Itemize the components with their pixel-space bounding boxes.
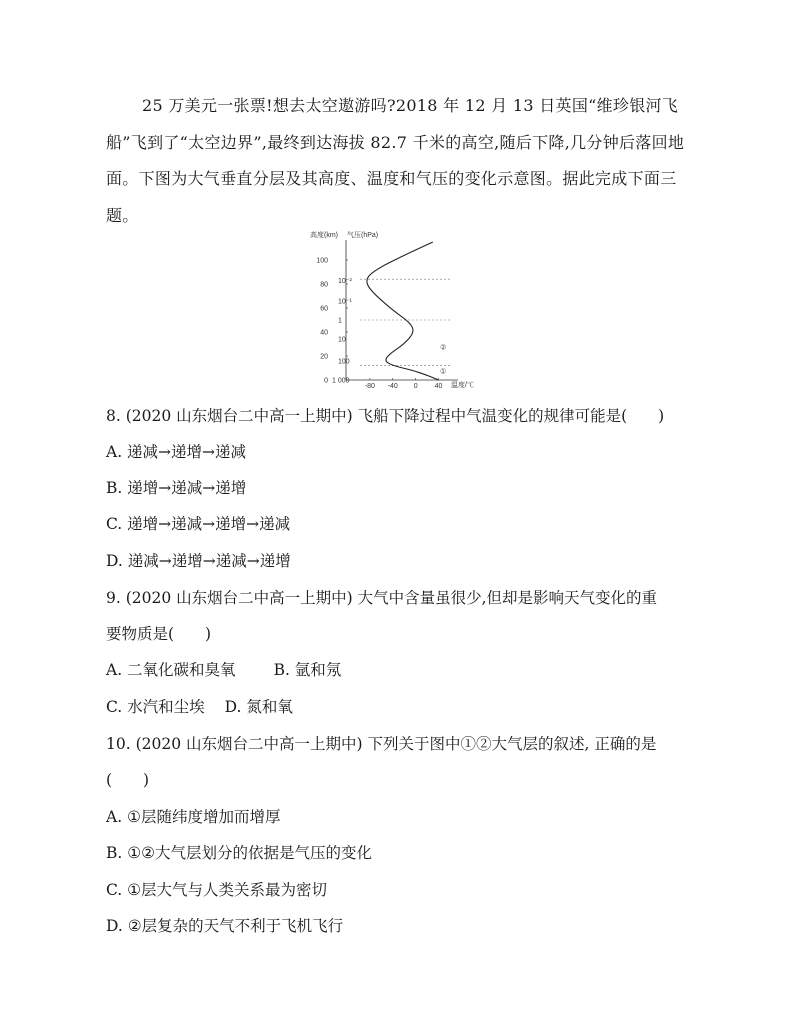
temperature-tick-label: 0: [413, 383, 418, 390]
question-10-stem-line2: ( ): [106, 771, 150, 789]
question-8-stem: 8. (2020 山东烟台二中高一上期中) 飞船下降过程中气温变化的规律可能是( ): [106, 407, 665, 425]
question-8-option-a: A. 递减→递增→递减: [106, 443, 247, 461]
atmosphere-chart: [300, 228, 490, 396]
question-10-option-c: C. ①层大气与人类关系最为密切: [106, 881, 328, 899]
atmosphere-figure: [300, 228, 490, 396]
intro-paragraph: 25 万美元一张票!想去太空遨游吗?2018 年 12 月 13 日英国“维珍银河飞船”飞到了“太空边界”,最终到达海拔 82.7 千米的高空,随后下降,几分钟后落回地面。下图为大气垂直分层及其高度、温度和气压的变化示意图。据此完成下面三题。: [106, 96, 685, 225]
temperature-tick-label: -80: [364, 383, 375, 390]
question-9-stem-line1: 9. (2020 山东烟台二中高一上期中) 大气中含量虽很少,但却是影响天气变化的重: [106, 589, 658, 607]
temperature-axis-title: 温度/℃: [451, 382, 474, 389]
question-9-stem-line2: 要物质是( ): [106, 625, 212, 643]
question-9-option-a: A. 二氧化碳和臭氧: [106, 661, 236, 679]
layer-label-troposphere: ①: [440, 368, 447, 376]
height-tick-label: 60: [320, 305, 328, 313]
question-9-option-b: B. 氩和氖: [273, 661, 342, 679]
question-8-option-c: C. 递增→递减→递增→递减: [106, 515, 291, 533]
height-axis-title: 高度(km): [310, 232, 338, 239]
question-10-option-a: A. ①层随纬度增加而增厚: [106, 808, 281, 826]
question-9-options-row1: [106, 660, 341, 680]
question-10-stem-line1: 10. (2020 山东烟台二中高一上期中) 下列关于图中①②大气层的叙述, 正确的是: [106, 735, 657, 753]
height-tick-label: 20: [320, 353, 328, 361]
layer-label-stratosphere: ②: [440, 344, 447, 352]
pressure-tick-label: 1 000: [332, 377, 350, 385]
question-10-option-b: B. ①②大气层划分的依据是气压的变化: [106, 844, 373, 862]
question-8-option-b: B. 递增→递减→递增: [106, 479, 247, 497]
pressure-axis-title: 气压(hPa): [347, 232, 379, 239]
question-9-option-c: C. 水汽和尘埃: [106, 698, 205, 716]
pressure-tick-label: 10: [338, 336, 346, 344]
height-tick-label: 80: [320, 281, 328, 289]
pressure-tick-label: 100: [338, 358, 350, 366]
question-9-option-d: D. 氮和氧: [224, 698, 293, 716]
pressure-tick-label: 10⁻¹: [338, 298, 352, 306]
question-9-options-row2: [106, 697, 293, 717]
temperature-tick-label: -40: [387, 383, 398, 390]
question-8-option-d: D. 递减→递增→递减→递增: [106, 552, 291, 570]
height-tick-label: 100: [316, 257, 328, 265]
height-tick-label: 0: [324, 377, 328, 385]
temperature-tick-label: 40: [434, 383, 443, 390]
temperature-curve: [367, 242, 439, 380]
height-tick-label: 40: [320, 329, 328, 337]
pressure-tick-label: 1: [338, 317, 342, 325]
question-10-option-d: D. ②层复杂的天气不利于飞机飞行: [106, 917, 344, 935]
pressure-tick-label: 10⁻²: [338, 277, 352, 285]
